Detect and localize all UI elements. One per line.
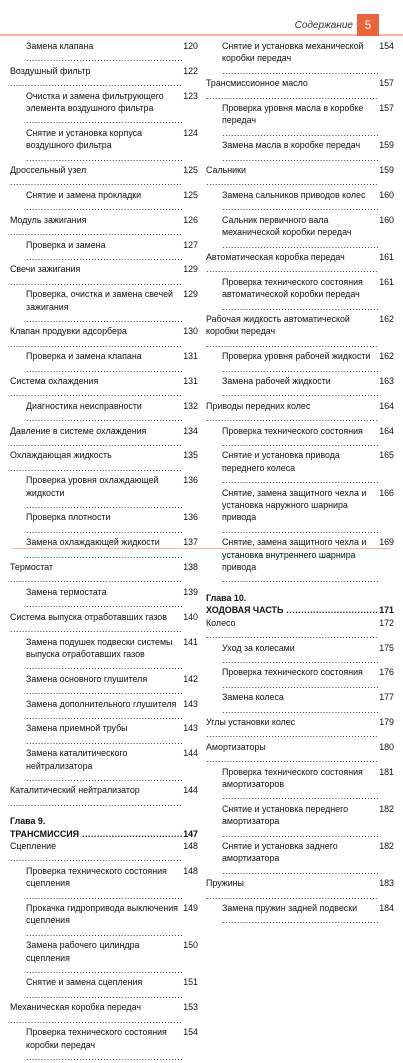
toc-subentry[interactable] bbox=[10, 939, 198, 976]
entry-title: Снятие и замена прокладки ..... bbox=[26, 189, 182, 214]
entry-title: Замена сальников приводов колес ..... bbox=[222, 189, 378, 214]
entry-title: Снятие и установка заднего амортизатора ..... bbox=[222, 840, 378, 877]
entry-title: Замена рабочего цилиндра сцепления ..... bbox=[26, 939, 182, 976]
page-ref: 131 bbox=[183, 375, 198, 386]
entry-title: Замена основного глушителя ..... bbox=[26, 673, 182, 698]
toc-entry[interactable] bbox=[10, 561, 198, 586]
chapter-number: Глава 9. bbox=[10, 816, 46, 827]
entry-title: Углы установки колес ..... bbox=[206, 716, 378, 741]
page-ref: 164 bbox=[379, 400, 394, 411]
page-ref: 125 bbox=[183, 189, 198, 200]
entry-title: Замена колеса ..... bbox=[222, 691, 378, 716]
entry-title: Термостат ..... bbox=[10, 561, 182, 586]
page-ref: 183 bbox=[379, 878, 394, 889]
entry-title: Замена подушек подвески системы выпуска отработавших газов ..... bbox=[26, 636, 182, 673]
page-ref: 144 bbox=[183, 748, 198, 759]
page-ref: 126 bbox=[183, 214, 198, 225]
toc-entry[interactable] bbox=[10, 325, 198, 350]
toc-entry[interactable] bbox=[10, 263, 198, 288]
toc-subentry[interactable] bbox=[206, 666, 394, 691]
page-ref: 181 bbox=[379, 766, 394, 777]
toc-subentry[interactable] bbox=[206, 487, 394, 537]
entry-title: Снятие и установка привода переднего колеса ..... bbox=[222, 449, 378, 486]
page-number-badge bbox=[357, 14, 379, 36]
page-ref: 149 bbox=[183, 903, 198, 914]
entry-title: Клапан продувки адсорбера ..... bbox=[10, 325, 182, 350]
toc-entry[interactable] bbox=[206, 400, 394, 425]
page-ref: 141 bbox=[183, 636, 198, 647]
entry-title: Сальник первичного вала механической коробки передач ..... bbox=[222, 214, 378, 251]
toc-subentry[interactable] bbox=[10, 698, 198, 723]
toc-entry[interactable] bbox=[206, 251, 394, 276]
toc-subentry[interactable] bbox=[206, 536, 394, 586]
entry-title: Снятие и замена сцепления ..... bbox=[26, 976, 182, 1001]
entry-title: Снятие и установка корпуса воздушного фильтра ..... bbox=[26, 127, 182, 164]
page-ref: 129 bbox=[183, 289, 198, 300]
page-ref: 130 bbox=[183, 326, 198, 337]
entry-title: Дроссельный узел ..... bbox=[10, 164, 182, 189]
page-ref: 162 bbox=[379, 351, 394, 362]
toc-subentry[interactable] bbox=[10, 400, 198, 425]
toc-subentry[interactable] bbox=[206, 691, 394, 716]
page-ref: 153 bbox=[183, 1002, 198, 1013]
page-ref: 160 bbox=[379, 189, 394, 200]
page-ref: 143 bbox=[183, 723, 198, 734]
toc-subentry[interactable] bbox=[10, 239, 198, 264]
page-ref: 124 bbox=[183, 127, 198, 138]
page-ref: 150 bbox=[183, 940, 198, 951]
entry-title: Проверка уровня рабочей жидкости ..... bbox=[222, 350, 378, 375]
page-ref: 177 bbox=[379, 692, 394, 703]
entry-title: Автоматическая коробка передач ..... bbox=[206, 251, 378, 276]
entry-title: Проверка уровня охлаждающей жидкости ..... bbox=[26, 474, 182, 511]
page-ref: 159 bbox=[379, 140, 394, 151]
entry-title: Охлаждающая жидкость ..... bbox=[10, 449, 182, 474]
page-ref: 147 bbox=[183, 828, 198, 839]
page-ref: 135 bbox=[183, 450, 198, 461]
entry-title: Рабочая жидкость автоматической коробки передач ..... bbox=[206, 313, 378, 350]
toc-subentry[interactable] bbox=[10, 1026, 198, 1063]
toc-left-column bbox=[10, 40, 198, 1063]
page-ref: 164 bbox=[379, 425, 394, 436]
toc-entry[interactable] bbox=[10, 375, 198, 400]
entry-title: Проверка технического состояния сцепления ..... bbox=[26, 865, 182, 902]
toc-entry[interactable] bbox=[10, 214, 198, 239]
toc-entry[interactable] bbox=[10, 840, 198, 865]
page-ref: 161 bbox=[379, 251, 394, 262]
toc-subentry[interactable] bbox=[206, 350, 394, 375]
page-ref: 182 bbox=[379, 841, 394, 851]
toc-entry[interactable] bbox=[206, 716, 394, 741]
entry-title: Проверка и замена клапана ..... bbox=[26, 350, 182, 375]
toc-entry[interactable] bbox=[10, 784, 198, 809]
toc-entry[interactable] bbox=[10, 449, 198, 474]
footer-rule bbox=[12, 548, 391, 549]
page-ref: 136 bbox=[183, 512, 198, 523]
page-ref: 140 bbox=[183, 611, 198, 622]
page-ref: 166 bbox=[379, 487, 394, 498]
entry-title: Сальники ..... bbox=[206, 164, 378, 189]
entry-title: Механическая коробка передач ..... bbox=[10, 1001, 182, 1026]
page-ref: 142 bbox=[183, 673, 198, 684]
toc-subentry[interactable] bbox=[206, 139, 394, 164]
page-ref: 137 bbox=[183, 537, 198, 548]
toc-subentry[interactable] bbox=[10, 636, 198, 673]
toc-entry[interactable] bbox=[206, 877, 394, 902]
toc-entry[interactable] bbox=[10, 65, 198, 90]
entry-title: Замена рабочей жидкости ..... bbox=[222, 375, 378, 400]
entry-title: Замена дополнительного глушителя ..... bbox=[26, 698, 182, 723]
page-ref: 148 bbox=[183, 841, 198, 851]
entry-title: Проверка и замена ..... bbox=[26, 239, 182, 264]
header-rule bbox=[0, 34, 403, 36]
toc-subentry[interactable] bbox=[206, 840, 394, 877]
entry-title: Диагностика неисправности ..... bbox=[26, 400, 182, 425]
page-ref: 159 bbox=[379, 165, 394, 176]
toc-subentry[interactable] bbox=[206, 276, 394, 313]
toc-subentry[interactable] bbox=[206, 425, 394, 450]
entry-title: Замена каталитического нейтрализатора ..... bbox=[26, 747, 182, 784]
page-ref: 182 bbox=[379, 803, 394, 814]
toc-subentry[interactable] bbox=[10, 40, 198, 65]
chapter-title[interactable]: ТРАНСМИССИЯ ..... bbox=[10, 828, 182, 840]
toc-subentry[interactable] bbox=[206, 375, 394, 400]
toc-subentry[interactable] bbox=[10, 976, 198, 1001]
page-ref: 157 bbox=[379, 103, 394, 114]
entry-title: Проверка технического состояния амортизаторов ..... bbox=[222, 766, 378, 803]
entry-title: Снятие, замена защитного чехла и установка наружного шарнира привода ..... bbox=[222, 487, 378, 537]
toc-subentry[interactable] bbox=[10, 902, 198, 939]
toc-subentry[interactable] bbox=[206, 902, 394, 927]
entry-title: Замена пружин задней подвески ..... bbox=[222, 902, 378, 927]
page-header bbox=[0, 0, 403, 36]
page-ref: 161 bbox=[379, 276, 394, 287]
entry-title: Система охлаждения ..... bbox=[10, 375, 182, 400]
page-number: 5 bbox=[364, 18, 372, 32]
chapter-number: Глава 10. bbox=[206, 592, 247, 603]
toc-entry[interactable] bbox=[206, 617, 394, 642]
toc-entry[interactable] bbox=[10, 164, 198, 189]
toc-entry[interactable] bbox=[206, 313, 394, 350]
entry-title: Проверка технического состояния автоматической коробки передач ..... bbox=[222, 276, 378, 313]
page-ref: 139 bbox=[183, 586, 198, 597]
entry-title: Снятие, замена защитного чехла и установка внутреннего шарнира привода ..... bbox=[222, 536, 378, 586]
toc-subentry[interactable] bbox=[206, 803, 394, 840]
entry-title: Колесо ..... bbox=[206, 617, 378, 642]
entry-title: Проверка технического состояния ..... bbox=[222, 425, 378, 450]
page-ref: 132 bbox=[183, 400, 198, 411]
page-ref: 134 bbox=[183, 425, 198, 436]
toc-subentry[interactable] bbox=[206, 40, 394, 77]
page-ref: 160 bbox=[379, 214, 394, 225]
page-ref: 162 bbox=[379, 313, 394, 324]
page-ref: 131 bbox=[183, 351, 198, 362]
page-ref: 127 bbox=[183, 239, 198, 250]
toc-subentry[interactable] bbox=[10, 747, 198, 784]
page-ref: 125 bbox=[183, 165, 198, 176]
entry-title: Прокачка гидропривода выключения сцепления ..... bbox=[26, 902, 182, 939]
page-ref: 122 bbox=[183, 65, 198, 76]
page-ref: 148 bbox=[183, 865, 198, 876]
toc-subentry[interactable] bbox=[206, 189, 394, 214]
toc-entry[interactable] bbox=[10, 425, 198, 450]
entry-title: Замена термостата ..... bbox=[26, 586, 182, 611]
toc-subentry[interactable] bbox=[206, 449, 394, 486]
entry-title: Замена охлаждающей жидкости ..... bbox=[26, 536, 182, 561]
toc-subentry[interactable] bbox=[10, 673, 198, 698]
page-ref: 154 bbox=[379, 41, 394, 51]
entry-title: Проверка технического состояния коробки передач ..... bbox=[26, 1026, 182, 1063]
toc-right-column bbox=[206, 40, 394, 927]
chapter-title[interactable]: ХОДОВАЯ ЧАСТЬ ..... bbox=[206, 604, 378, 616]
toc-entry[interactable] bbox=[206, 741, 394, 766]
page-ref: 120 bbox=[183, 41, 198, 51]
page-ref: 163 bbox=[379, 375, 394, 386]
entry-title: Воздушный фильтр ..... bbox=[10, 65, 182, 90]
toc-entry[interactable] bbox=[206, 77, 394, 102]
entry-title: Снятие и установка механической коробки передач ..... bbox=[222, 40, 378, 77]
page-ref: 176 bbox=[379, 667, 394, 678]
entry-title: Замена приемной трубы ..... bbox=[26, 722, 182, 747]
entry-title: Свечи зажигания ..... bbox=[10, 263, 182, 288]
page-ref: 143 bbox=[183, 698, 198, 709]
toc-subentry[interactable] bbox=[206, 214, 394, 251]
entry-title: Трансмиссионное масло ..... bbox=[206, 77, 378, 102]
entry-title: Модуль зажигания ..... bbox=[10, 214, 182, 239]
toc-subentry[interactable] bbox=[10, 189, 198, 214]
page-ref: 157 bbox=[379, 78, 394, 89]
toc-subentry[interactable] bbox=[10, 288, 198, 325]
entry-title: Каталитический нейтрализатор ..... bbox=[10, 784, 182, 809]
page-ref: 169 bbox=[379, 537, 394, 548]
entry-title: Приводы передних колес ..... bbox=[206, 400, 378, 425]
page-ref: 179 bbox=[379, 716, 394, 727]
entry-title: Сцепление ..... bbox=[10, 840, 182, 865]
entry-title: Снятие и установка переднего амортизатора ..... bbox=[222, 803, 378, 840]
toc-subentry[interactable] bbox=[10, 586, 198, 611]
page-ref: 129 bbox=[183, 264, 198, 275]
entry-title: Уход за колесами ..... bbox=[222, 642, 378, 667]
page-ref: 136 bbox=[183, 475, 198, 486]
page-ref: 138 bbox=[183, 562, 198, 573]
toc-columns bbox=[0, 40, 403, 1050]
toc-chapter bbox=[10, 815, 198, 840]
toc-subentry[interactable] bbox=[206, 642, 394, 667]
page-ref: 151 bbox=[183, 977, 198, 988]
page-ref: 180 bbox=[379, 741, 394, 752]
entry-title: Амортизаторы ..... bbox=[206, 741, 378, 766]
toc-subentry[interactable] bbox=[10, 511, 198, 536]
toc-entry[interactable] bbox=[10, 611, 198, 636]
entry-title: Проверка, очистка и замена свечей зажигания ..... bbox=[26, 288, 182, 325]
toc-subentry[interactable] bbox=[10, 865, 198, 902]
page-ref: 184 bbox=[379, 903, 394, 914]
page-ref: 123 bbox=[183, 90, 198, 101]
toc-subentry[interactable] bbox=[10, 127, 198, 164]
toc-entry[interactable] bbox=[10, 1001, 198, 1026]
toc-entry[interactable] bbox=[206, 164, 394, 189]
toc-subentry[interactable] bbox=[10, 474, 198, 511]
entry-title: Замена клапана ..... bbox=[26, 40, 182, 65]
toc-subentry[interactable] bbox=[10, 90, 198, 127]
page-ref: 171 bbox=[379, 605, 394, 616]
page-ref: 175 bbox=[379, 642, 394, 653]
entry-title: Система выпуска отработавших газов ..... bbox=[10, 611, 182, 636]
entry-title: Пружины ..... bbox=[206, 877, 378, 902]
page-ref: 154 bbox=[183, 1027, 198, 1038]
entry-title: Давление в системе охлаждения ..... bbox=[10, 425, 182, 450]
page-ref: 144 bbox=[183, 785, 198, 796]
entry-title: Замена масла в коробке передач ..... bbox=[222, 139, 378, 164]
page-ref: 165 bbox=[379, 450, 394, 461]
entry-title: Очистка и замена фильтрующего элемента воздушного фильтра ..... bbox=[26, 90, 182, 127]
toc-subentry[interactable] bbox=[10, 350, 198, 375]
toc-subentry[interactable] bbox=[10, 722, 198, 747]
section-title: Содержание bbox=[294, 20, 353, 31]
entry-title: Проверка технического состояния ..... bbox=[222, 666, 378, 691]
toc-chapter bbox=[206, 592, 394, 617]
entry-title: Проверка уровня масла в коробке передач ..... bbox=[222, 102, 378, 139]
entry-title: Проверка плотности ..... bbox=[26, 511, 182, 536]
page-ref: 172 bbox=[379, 617, 394, 628]
toc-subentry[interactable] bbox=[206, 102, 394, 139]
toc-subentry[interactable] bbox=[206, 766, 394, 803]
